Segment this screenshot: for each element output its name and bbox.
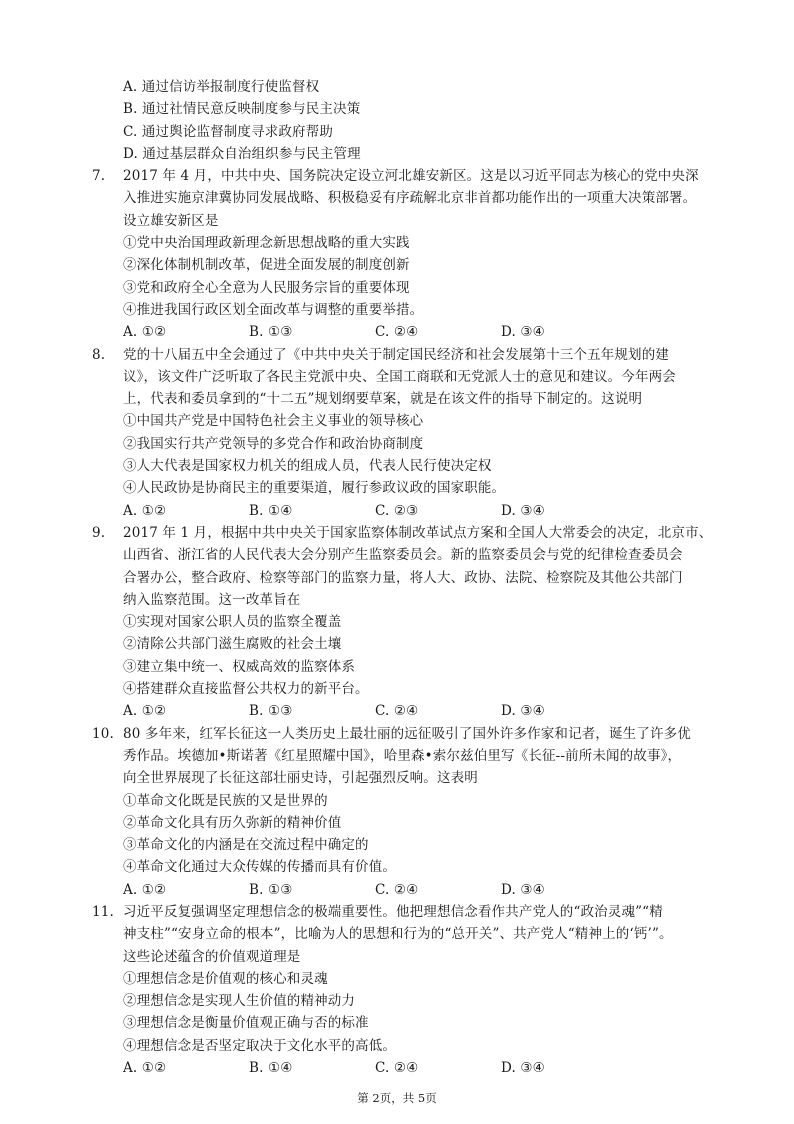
option-c: C. ②④ <box>375 1060 419 1077</box>
answer-options <box>92 321 712 343</box>
question-8 <box>92 344 712 522</box>
question-10 <box>92 723 712 901</box>
question-stem-line: 秀作品。埃德加•斯诺著《红星照耀中国》，哈里森•索尔兹伯里写《长征--前所未闻的故事》， <box>123 747 682 764</box>
answer-options <box>92 1057 712 1079</box>
option-c: C. ②③ <box>375 502 419 519</box>
question-number: 9. <box>92 524 106 541</box>
question-stem-line: 上，代表和委员拿到的“十二五”规划纲要草案，就是在该文件的指导下制定的。这说明 <box>123 391 643 408</box>
previous-question-options <box>92 76 712 165</box>
option-b: B. ①④ <box>249 502 293 519</box>
statement-2: ②清除公共部门滋生腐败的社会土壤 <box>123 636 342 653</box>
question-7 <box>92 165 712 343</box>
option-d: D. 通过基层群众自治组织参与民主管理 <box>123 145 361 162</box>
option-b: B. 通过社情民意反映制度参与民主决策 <box>123 101 361 118</box>
option-b: B. ①③ <box>249 881 293 898</box>
question-stem-line: 神支柱”“安身立命的根本”，比喻为人的思想和行为的“总开关”、共产党人“精神上的‘钙’”。 <box>123 926 673 943</box>
option-a: A. ①② <box>123 703 167 720</box>
question-stem-line: 2017 年 4 月，中共中央、国务院决定设立河北雄安新区。这是以习近平同志为核心的党中央深 <box>123 168 699 185</box>
statement-1: ①党中央治国理政新理念新思想战略的重大实践 <box>123 235 410 252</box>
statement-3: ③理想信念是衡量价值观正确与否的标准 <box>123 1015 369 1032</box>
page-content <box>92 76 712 1079</box>
option-a: A. ①② <box>123 502 167 519</box>
statement-2: ②理想信念是实现人生价值的精神动力 <box>123 993 356 1010</box>
option-a: A. ①② <box>123 324 167 341</box>
statement-2: ②革命文化具有历久弥新的精神价值 <box>123 814 342 831</box>
question-11 <box>92 901 712 1079</box>
option-d: D. ③④ <box>501 881 545 898</box>
option-d: D. ③④ <box>501 502 545 519</box>
option-d: D. ③④ <box>501 703 545 720</box>
statement-1: ①中国共产党是中国特色社会主义事业的领导核心 <box>123 413 424 430</box>
question-number: 7. <box>92 168 106 185</box>
statement-1: ①革命文化既是民族的又是世界的 <box>123 792 328 809</box>
statement-2: ②我国实行共产党领导的多党合作和政治协商制度 <box>123 435 424 452</box>
question-stem-line: 2017 年 1 月，根据中共中央关于国家监察体制改革试点方案和全国人大常委会的决定，北京市、 <box>123 524 712 541</box>
statement-4: ④搭建群众直接监督公共权力的新平台。 <box>123 681 369 698</box>
page-footer: 第 2页，共 5页 <box>357 1091 437 1105</box>
statement-4: ④人民政协是协商民主的重要渠道，履行参政议政的国家职能。 <box>123 480 506 497</box>
statement-1: ①实现对国家公职人员的监察全覆盖 <box>123 614 342 631</box>
option-b: B. ①④ <box>249 1060 293 1077</box>
question-stem-line: 合署办公，整合政府、检察等部门的监察力量，将人大、政协、法院、检察院及其他公共部门 <box>123 569 683 586</box>
option-a: A. ①② <box>123 881 167 898</box>
statement-2: ②深化体制机制改革，促进全面发展的制度创新 <box>123 257 410 274</box>
option-a: A. ①② <box>123 1060 167 1077</box>
question-stem-line: 设立雄安新区是 <box>123 212 219 229</box>
statement-3: ③建立集中统一、权威高效的监察体系 <box>123 658 356 675</box>
statement-4: ④理想信念是否坚定取决于文化水平的高低。 <box>123 1037 396 1054</box>
question-stem-line: 党的十八届五中全会通过了《中共中央关于制定国民经济和社会发展第十三个五年规划的建 <box>123 346 669 363</box>
question-stem-line: 这些论述蕴含的价值观道理是 <box>123 948 301 965</box>
statement-3: ③人大代表是国家权力机关的组成人员，代表人民行使决定权 <box>123 458 492 475</box>
question-stem-line: 议》，该文件广泛听取了各民主党派中央、全国工商联和无党派人士的意见和建议。今年两会 <box>123 368 676 385</box>
answer-options <box>92 700 712 722</box>
question-9 <box>92 522 712 723</box>
statement-1: ①理想信念是价值观的核心和灵魂 <box>123 970 328 987</box>
option-c: C. ②④ <box>375 881 419 898</box>
option-b: B. ①③ <box>249 703 293 720</box>
option-a: A. 通过信访举报制度行使监督权 <box>123 79 320 95</box>
option-c: C. ②④ <box>375 703 419 720</box>
answer-options <box>92 879 712 901</box>
option-d: D. ③④ <box>501 324 545 341</box>
option-c: C. 通过舆论监督制度寻求政府帮助 <box>123 123 333 140</box>
answer-options <box>92 500 712 522</box>
question-number: 10. <box>92 725 114 742</box>
statement-4: ④推进我国行政区划全面改革与调整的重要举措。 <box>123 301 424 318</box>
question-stem-line: 习近平反复强调坚定理想信念的极端重要性。他把理想信念看作共产党人的“政治灵魂”“精 <box>123 903 663 920</box>
question-stem-line: 入推进实施京津冀协同发展战略、积极稳妥有序疏解北京非首都功能作出的一项重大决策部署。 <box>123 190 697 207</box>
question-stem-line: 纳入监察范围。这一改革旨在 <box>123 591 301 608</box>
question-stem-line: 向全世界展现了长征这部壮丽史诗，引起强烈反响。这表明 <box>123 770 478 787</box>
statement-4: ④革命文化通过大众传媒的传播而具有价值。 <box>123 859 396 876</box>
option-d: D. ③④ <box>501 1060 545 1077</box>
option-c: C. ②④ <box>375 324 419 341</box>
question-number: 11. <box>92 903 114 920</box>
option-b: B. ①③ <box>249 324 293 341</box>
question-number: 8. <box>92 346 106 363</box>
question-stem-line: 80 多年来，红军长征这一人类历史上最壮丽的远征吸引了国外许多作家和记者，诞生了许多优 <box>123 725 691 742</box>
statement-3: ③革命文化的内涵是在交流过程中确定的 <box>123 837 369 854</box>
question-stem-line: 山西省、浙江省的人民代表大会分别产生监察委员会。新的监察委员会与党的纪律检查委员会 <box>123 547 683 564</box>
statement-3: ③党和政府全心全意为人民服务宗旨的重要体现 <box>123 279 410 296</box>
